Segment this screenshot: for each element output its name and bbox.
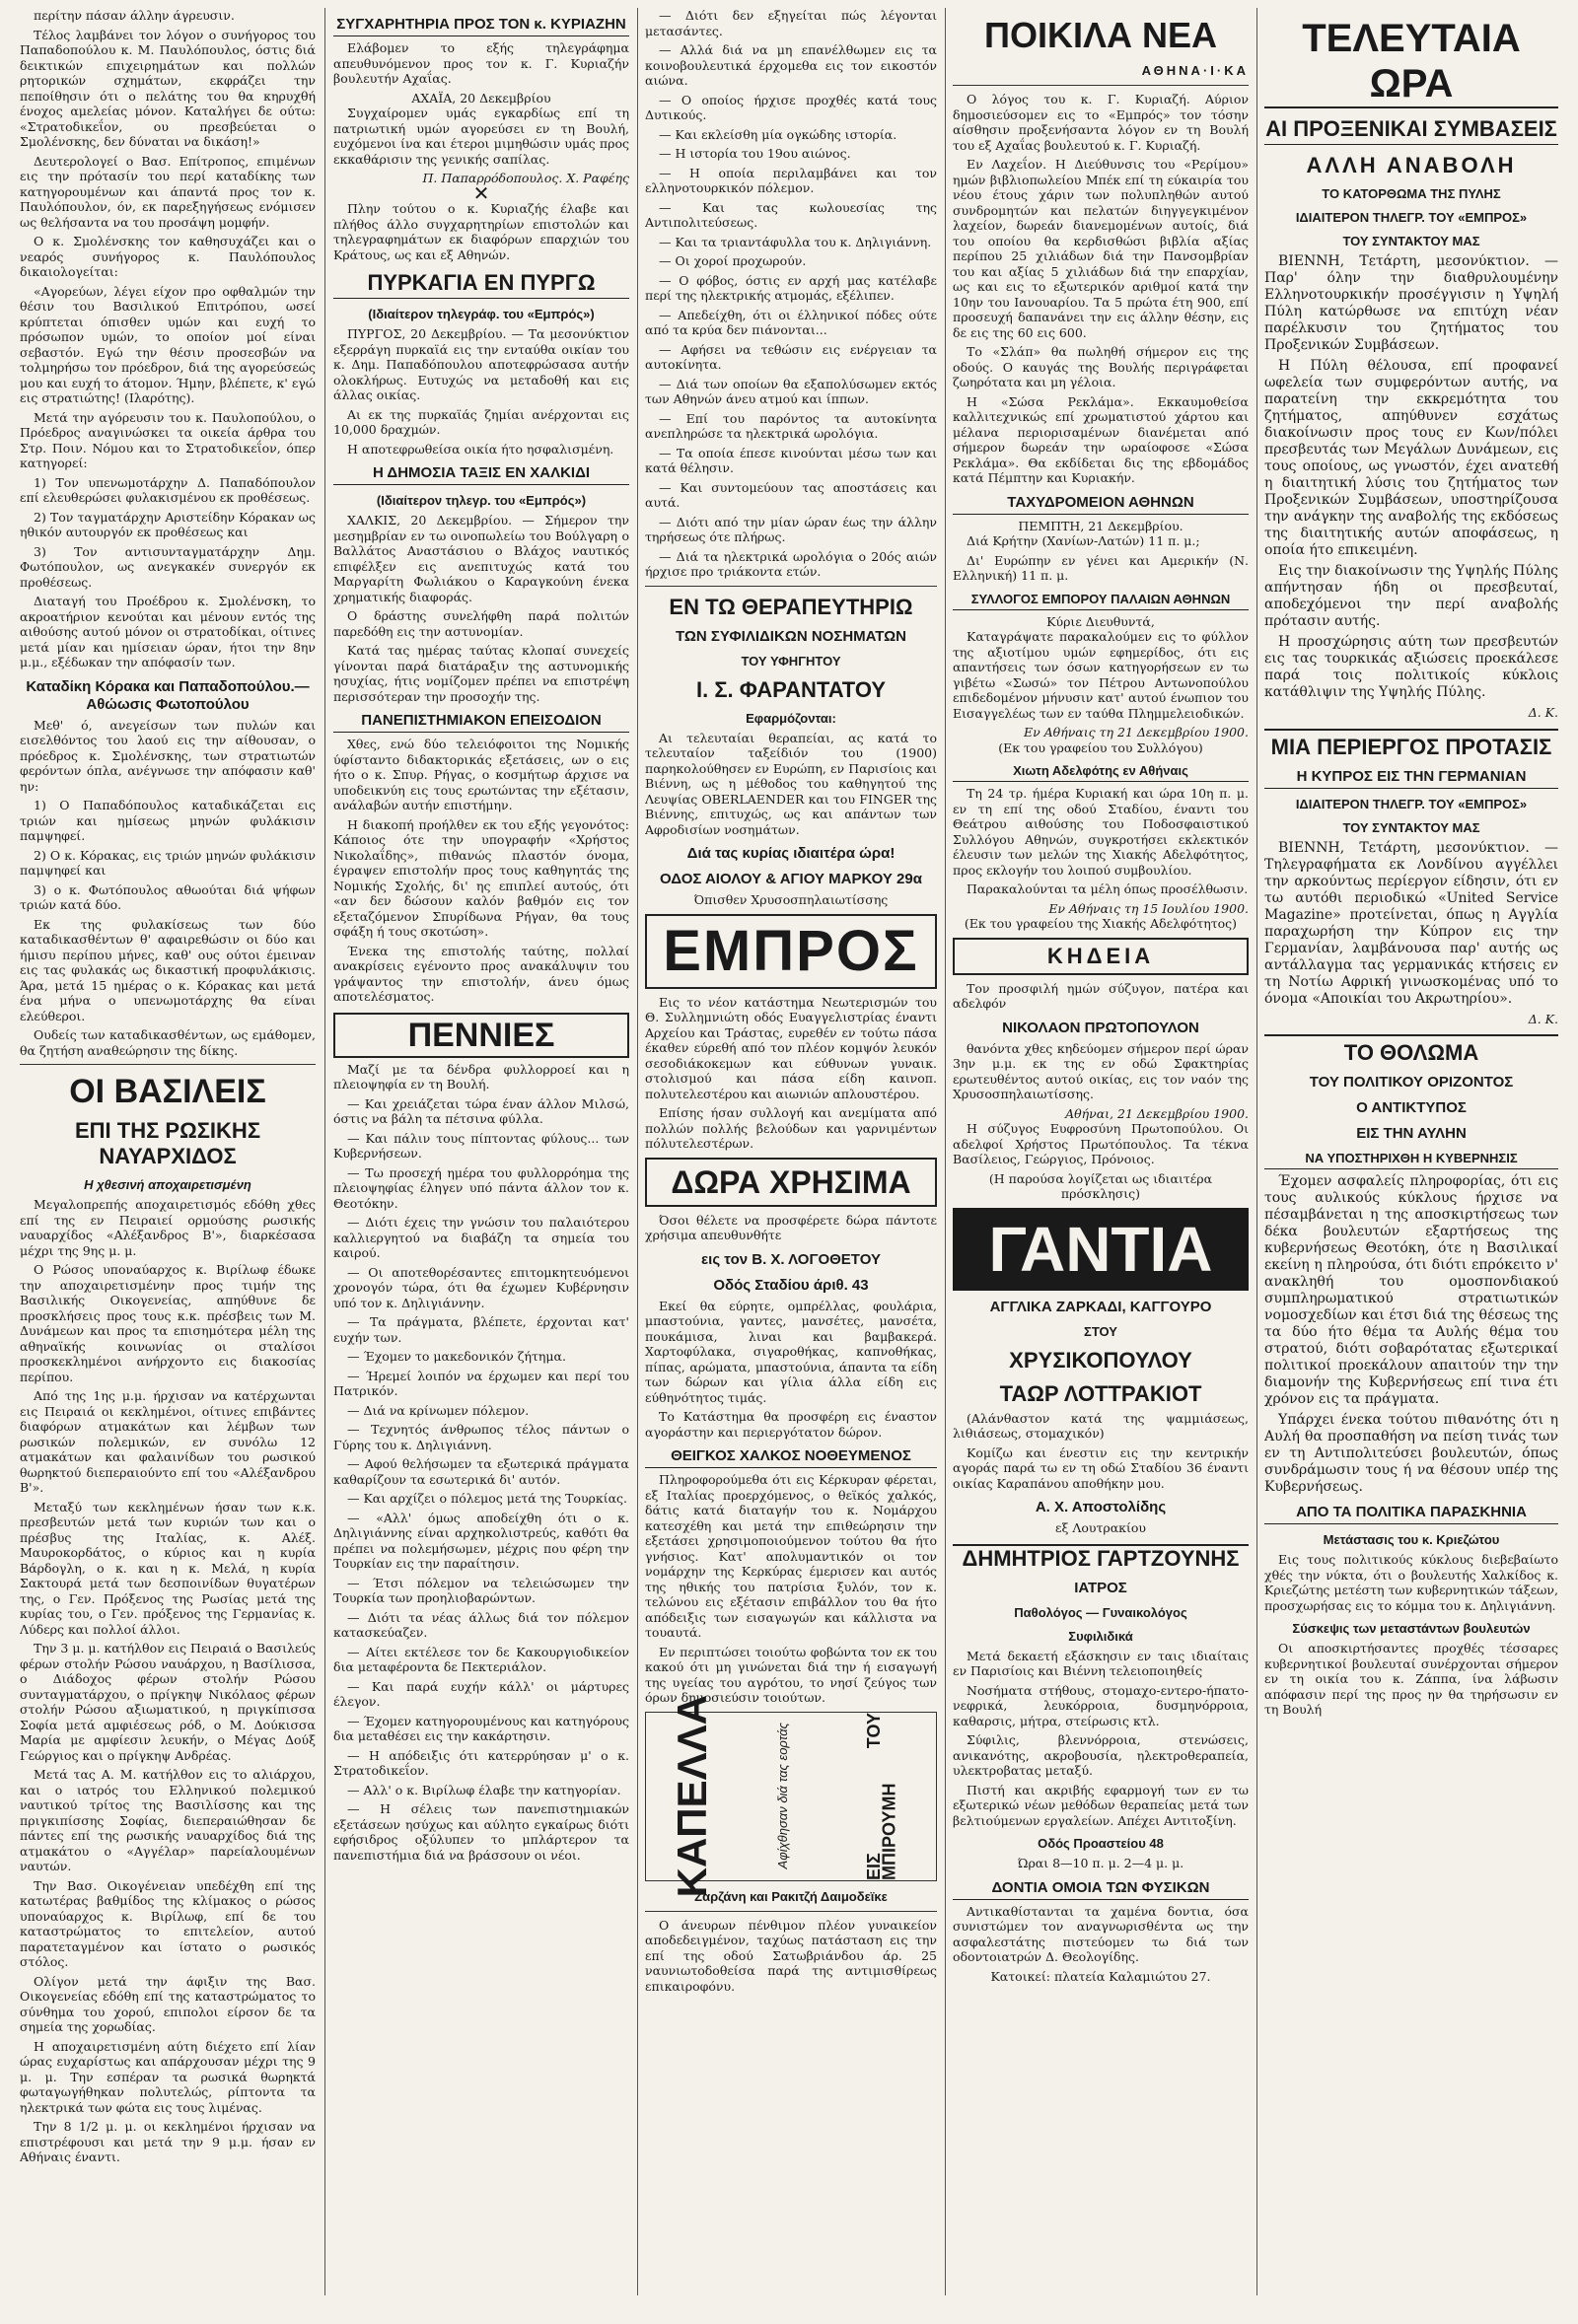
paragraph: — Τα οποία έπεσε κινούνται μέσω των και κατά θέλησιν. <box>645 445 937 475</box>
paragraph: — Και τα τριαντάφυλλα του κ. Δηλιγιάννη. <box>659 234 932 249</box>
signature: Π. Παπαρρόδοπουλος. Χ. Ραφέης <box>422 171 629 185</box>
subheadline-telegram: (Ιδιαίτερον τηλεγράφ. του «Εμπρός») <box>368 307 595 321</box>
paragraph: Κατά τας ημέρας ταύτας κλοπαί συνεχείς γίνονται παρά διατάραξιν της αστυνομικής ησυχίας, ήτις νομίζομεν πρέπει να επιστρέψη περισσότεραν την προσοχήν της. <box>333 643 629 704</box>
headline-copper: ΘΕΙΓΚΟΣ ΧΑΛΚΟΣ ΝΟΘΕΥΜΕΝΟΣ <box>645 1447 937 1468</box>
paragraph: Επίσης ήσαν συλλογή και ανεμίματα από πολλών πολλής βελούδων και γαρνιμέντων πόλυτελεστέρων. <box>645 1105 937 1151</box>
paragraph: — Και χρειάζεται τώρα έναν άλλον Μιλσώ, όστις να βάλη τα πέτσινα φύλλα. <box>333 1095 629 1126</box>
paragraph: Ένεκα της επιστολής ταύτης, πολλαί ανακρίσεις εγένοντο προς ανακάλυψιν του γράψαντος την επιστολήν, άνευ όμως αποτελέσματος. <box>333 943 629 1004</box>
subheadline-repercussion: Ο ΑΝΤΙΚΤΥΠΟΣ <box>1356 1099 1467 1116</box>
column-3 <box>645 8 937 2295</box>
paragraph: — Ήρεμεί λοιπόν να έρχωμεν και περί του Πατρικόν. <box>333 1368 629 1398</box>
paragraph: Αι εκ της πυρκαϊάς ζημίαι ανέρχονται εις 10,000 δραχμών. <box>333 406 629 437</box>
column-1 <box>20 8 316 2295</box>
paragraph: Ουδείς των καταδικασθέντων, ως εμάθομεν, θα ζητήση αναθεώρησιν της δίκης. <box>20 1027 316 1058</box>
headline-fire: ΠΥΡΚΑΓΙΑ ΕΝ ΠΥΡΓΩ <box>333 270 629 299</box>
paragraph: — Αλλά διά να μη επανέλθωμεν εις τα κοινοβουλευτικά έρχομεθα εις τον εικοστόν αιώνα. <box>645 42 937 88</box>
paragraph: «Αγορεύων, λέγει είχον προ οφθαλμών την θέσιν του Βασιλικού Επιτρόπου, ωσεί κρύπτεται όπισθεν υμών και ευχή το πρόσωπον υμών, το οποίον μοί είναι σεβαστόν. Εγώ την θέσιν προσεσβών να τολμηρήσω τον πρόεδρον, διά της αγορεύσεώς μου και ευχή το άτομον. Ήμην, βλέπετε, κ' εγώ εις στρατιώτης! (Ιλαρότης). <box>20 283 316 405</box>
ad-gifts-shop: εις τον Β. Χ. ΛΟΓΟΘΕΤΟΥ <box>701 1250 881 1268</box>
paragraph: — Διότι δεν εξηγείται πώς λέγονται μετασάντες. <box>645 8 937 38</box>
subheadline-telegram: (Ιδιαίτερον τηλεγρ. του «Εμπρός») <box>376 493 587 508</box>
paragraph: — «Αλλ' όμως αποδείχθη ότι ο κ. Δηλιγιάννης είναι αρχηκολιστρεύς, καθότι θα πρέπει να πολεμήσωμεν, μέχρις που φέρη την Τουρκίαν εις την παραίτησιν. <box>333 1510 629 1571</box>
paragraph: Αντικαθίστανται τα χαμένα δοντια, όσα συνιστώμεν τον αναγνωρισθέντα ως την ασφαλεστάτης πιστεύομεν τω διά των οδοντοιατρών Δ. Θεολογίδης. <box>953 1903 1249 1964</box>
paragraph: — Αφήσει να τεθώσιν εις ενέργειαν τα αυτοκίνητα. <box>645 341 937 372</box>
paragraph: Ο λόγος του κ. Γ. Κυριαζή. Αύριον δημοσιεύσομεν εις το «Εμπρός» τον τόσην αίσθησιν προξενήσαντα λόγον εν τη Βουλή του εξ Αχαΐας βουλευτού κ. Γ. Κυριαζή. <box>953 92 1249 153</box>
paragraph: Τη 24 τρ. ήμέρα Κυριακή και ώρα 10η π. μ. εν τη επί της οδού Σταδίου, έναντι του Θεάτρου αιθούσης του Ποδοσφαιστικού Συλλόγου Αθηνών, συγκροτήσει εκλεκτικόν έλευσιν των μελών της Χιακής Αδελφότητος, προς εκλογήν του λοιπού συμβουλίου. <box>953 786 1249 878</box>
paragraph: Κομίζω και ένεστιν εις την κεντρικήν αγοράς παρά τω εν τη οδώ Σταδίου 36 έναντι οικίας Καραπάνου αποθήκην μου. <box>953 1444 1249 1491</box>
ad-clinic-doctor: Ι. Σ. ΦΑΡΑΝΤΑΤΟΥ <box>695 676 887 702</box>
ad-doctor-name: ΔΗΜΗΤΡΙΟΣ ΓΑΡΤΖΟΥΝΗΣ <box>953 1544 1249 1572</box>
paragraph: Όσοι θέλετε να προσφέρετε δώρα πάντοτε χρήσιμα απευθυνθήτε <box>645 1212 937 1242</box>
signature: Δ. Κ. <box>1528 705 1558 720</box>
paragraph: ΒΙΕΝΝΗ, Τετάρτη, μεσονύκτιον. — Τηλεγραφήματα εκ Λονδίνου αγγέλλει την αρκούντως περίεργον είδησιν, ότι εν τω αυτόθι περιοδικώ «United Service Magazine» προτείνεται, όπως η Αγγλία παραχωρήση την Κύπρον εις την Γερμανίαν, λαμβάνουσα παρ' αυτής ως αντάλλαγμα τας γερμανικάς κτήσεις εν τη Νοτίω Αφρική γινωσκομένας υπό το όνομα «Αποικίαι του Ακρωτηρίου». <box>1264 839 1558 1007</box>
paragraph: Καταγράψατε παρακαλούμεν εις το φύλλον της αξιοτίμου υμών εφημερίδος, ότι εις απαντήσεις των όσων κατηγορήσεων εν τω γιβέτω «Σωσώ» τον Πέτρου Αντωνοπούλου επιδεδομένον μήνυσιν κατ' αυτού ένωπιον του Εισαγγελέως των εν ταύθα Πλημμελειοδικών. <box>953 629 1249 721</box>
ad-gloves-banner: ΓΑΝΤΙΑ <box>953 1208 1249 1291</box>
signature: (Η παρούσα λογίζεται ως ιδιαιτέρα πρόσκλησις) <box>988 1170 1213 1201</box>
ad-hats-title: ΚΑΠΕΛΛΑ <box>668 1694 715 1898</box>
ad-gifts-title: ΔΩΡΑ ΧΡΗΣΙΜΑ <box>645 1158 937 1207</box>
column-rule <box>637 8 638 2295</box>
paragraph: — Αφού θελήσωμεν τα εξωτερικά πράγματα καθαρίζουν τα εσωτερικά δι' αυτόν. <box>333 1456 629 1487</box>
signature: (Εκ του γραφείου του Συλλόγου) <box>998 739 1203 755</box>
paragraph: Ο άνευρων πένθιμον πλέον γυναικείον αποδεδειγμένον, ταχύως πατάσταση εις την επί της οδού Σατωβριάνδου άρ. 25 ναυνιωτοδοθείσα παρά της αντιμισθίρεως επικαιροφόνυ. <box>645 1917 937 1994</box>
ad-hats-shop: ΕΙΣ ΤΟΥ ΜΠΙΡΟΥΜΗ <box>864 1712 899 1880</box>
paragraph: Πλην τούτου ο κ. Κυριαζής έλαβε και πλήθος άλλο συγχαρητηρίων επιστολών και τηλεγραφημάτων εκ διαφόρων επαρχιών του Κράτους, ως και εξ Αθηνών. <box>333 201 629 262</box>
paragraph: Υπάρχει ένεκα τούτου πιθανότης ότι η Αυλή θα προσπαθήση να πείση τινάς των εν τη Αντιπολιτεύσει βουλευτών, όπως συνδράμωσιν τους ή να θέσουν υπέρ της Κυβερνήσεως. <box>1264 1412 1558 1495</box>
ad-clinic-address: ΟΔΟΣ ΑΙΟΛΟΥ & ΑΓΙΟΥ ΜΑΡΚΟΥ 29α <box>660 871 922 887</box>
paragraph: — Και συντομεύουν τας αποστάσεις και αυτά. <box>645 479 937 510</box>
subheadline-government: ΝΑ ΥΠΟΣΤΗΡΙΧΘΗ Η ΚΥΒΕΡΝΗΣΙΣ <box>1264 1151 1558 1169</box>
column-rule <box>324 8 325 2295</box>
column-rule <box>945 8 946 2295</box>
section-subtitle-athens: ΑΘΗΝΑ·Ι·ΚΑ <box>1141 63 1249 78</box>
paragraph: — Διότι τα νέας άλλως διά τον πόλεμον κατασκεύαζεν. <box>333 1609 629 1640</box>
paragraph: Το Κατάστημα θα προσφέρη εις έναστον αγοράστην και περιεργότατον δώρον. <box>645 1409 937 1440</box>
subheadline-correspondent: ΤΟΥ ΣΥΝΤΑΚΤΟΥ ΜΑΣ <box>1342 234 1480 248</box>
headline-backstage: ΑΠΟ ΤΑ ΠΟΛΙΤΙΚΑ ΠΑΡΑΣΚΗΝΙΑ <box>1264 1504 1558 1524</box>
paragraph: — Ο οποίος ήρχισε προχθές κατά τους Δυτικούς. <box>645 92 937 122</box>
paragraph: Μεγαλοπρεπής αποχαιρετισμός εδόθη χθες επί της εν Πειραιεί ορμούσης ρωσικής ναυαρχίδος «Αλέξανδρος Β'», διαρκέσασα μέχρι της 9ης μ. μ. <box>20 1197 316 1258</box>
paragraph: — Έχομεν κατηγορουμένους και κατηγόρους δια μεταθέσει εις την κακάρτησιν. <box>333 1713 629 1743</box>
paragraph: 2) Ο κ. Κόρακας, εις τριών μηνών φυλάκισιν παμψηφεί και <box>20 847 316 878</box>
paragraph: Μετά την αγόρευσιν του κ. Παυλοπούλου, ο Πρόεδρος αναγινώσκει τα οικεία άρθρα του Στρ. Ποιν. Νόμου και το Στρατοδικεΐον, όπερ κατηγορεί: <box>20 409 316 470</box>
paragraph: — Ο φόβος, όστις εν αρχή μας κατέλαβε περί της ηλεκτρικής ατμομάς, εξέλιπεν. <box>645 272 937 303</box>
divider <box>645 1911 937 1912</box>
paragraph: (Αλάνθαστον κατά της ψαμμιάσεως, λιθιάσεως, στομαχικόν) <box>953 1410 1249 1441</box>
paragraph: — Η οποία περιλαμβάνει και τον ελληνοτουρκικόν πόλεμον. <box>645 165 937 195</box>
subheadline-cyprus: Η ΚΥΠΡΟΣ ΕΙΣ ΤΗΝ ΓΕΡΜΑΝΙΑΝ <box>1264 768 1558 789</box>
paragraph: Εν περιπτώσει τοιούτω φοβώντα τον εκ του κακού ότι μη γινώνεται διά την ή εισαγωγή της υγείας του αγρότου, το νησί ζεύγος των όρων δημοσιεύσιν τοιούτων. <box>645 1644 937 1705</box>
funeral-name: ΝΙΚΟΛΑΟΝ ΠΡΩΤΟΠΟΥΛΟΝ <box>1002 1019 1199 1036</box>
paragraph: — Τα πράγματα, βλέπετε, έρχονται κατ' ευχήν των. <box>333 1314 629 1345</box>
signature: Δ. Κ. <box>1528 1011 1558 1026</box>
paragraph: Μετά δεκαετή εξάσκησιν εν ταις ιδιαίταις εν Παρισίοις και Βιέννη τελειοποιηθείς <box>953 1648 1249 1678</box>
paragraph: ΧΑΛΚΙΣ, 20 Δεκεμβρίου. — Σήμερον την μεσημβρίαν εν τω οινοπωλείω του Βούλγαρη ο Βαλλάτος Αναστάσιου ο Βλάχος ναυτικός επιφέλξεν εις ανεπιτυχώς κατά του Μαργαρίτη Φωλιάκου ο Καραγκούνη ένεκα χρηματικής διαφοράς. <box>333 513 629 604</box>
column-2 <box>333 8 629 2295</box>
subheadline-defection: Μετάστασις του κ. Κριεζώτου <box>1323 1532 1500 1547</box>
subheadline-meeting: Σύσκεψις των μεταστάντων βουλευτών <box>1292 1621 1531 1636</box>
section-title-last-hour: ΤΕΛΕΥΤΑΙΑ ΩΡΑ <box>1264 16 1558 108</box>
paragraph: — Και εκλείσθη μία ογκώδης ιστορία. <box>659 126 897 142</box>
subheadline-telegram: ΙΔΙΑΙΤΕΡΟΝ ΤΗΛΕΓΡ. ΤΟΥ «ΕΜΠΡΟΣ» <box>1295 796 1528 811</box>
headline-congratulations: ΣΥΓΧΑΡΗΤΗΡΙΑ ΠΡΟΣ ΤΟΝ κ. ΚΥΡΙΑΖΗΝ <box>333 16 629 36</box>
divider <box>953 85 1249 86</box>
ad-gifts-address: Οδός Σταδίου άριθ. 43 <box>713 1276 869 1294</box>
paragraph: Ο κ. Σμολένσκης τον καθησυχάζει και ο νεαρός συνήγορος κ. Παυλόπουλος δικαιολογείται: <box>20 234 316 279</box>
section-title-news: ΠΟΙΚΙΛΑ ΝΕΑ <box>983 15 1218 55</box>
dateline: Αθήναι, 21 Δεκεμβρίου 1900. <box>1065 1105 1249 1121</box>
paragraph: 3) ο κ. Φωτόπουλος αθωούται διά ψήφων τριών κατά δύο. <box>20 881 316 912</box>
paragraph: Η προσχώρησις αύτη των πρεσβευτών εις τας τουρκικάς αξιώσεις προεκάλεσε παρά τοις πολιτικοίς κύκλοις κατάθλιψιν της Υψηλής Πύλης. <box>1264 634 1558 700</box>
ad-clinic-title: ΕΝ ΤΩ ΘΕΡΑΠΕΥΤΗΡΙΩ <box>669 594 913 619</box>
paragraph: θανόντα χθες κηδεύομεν σήμερον περί ώραν 3ην μ.μ. εκ της εν οδώ Σφακτηρίας ερωτευθέντος αυτού οικίας, εις τον ναόν της Χρυσοσπηλαιωτίσσης. <box>953 1040 1249 1101</box>
subheadline-flagship: ΕΠΙ ΤΗΣ ΡΩΣΙΚΗΣ ΝΑΥΑΡΧΙΔΟΣ <box>74 1118 261 1168</box>
headline-verdict: Καταδίκη Κόρακα και Παπαδοπούλου.—Αθώωσις Φωτοπούλου <box>26 677 310 713</box>
paragraph: — Τεχνητός άνθρωπος τέλος πάντων ο Γύρης του κ. Δηλιγιάννη. <box>333 1422 629 1452</box>
paragraph: — Έτσι πόλεμον να τελειώσωμεν την Τουρκία των προηλιοβαρώντων. <box>333 1575 629 1605</box>
ad-clinic-role: ΤΟΥ ΥΦΗΓΗΤΟΥ <box>741 653 841 669</box>
paragraph: Εκεί θα εύρητε, ομπρέλλας, φουλάρια, μπαστούνια, γαντες, μανσέτες, μανσέτα, πουκάμισα, λιναι και βαμβακερά. Χαρτοφύλακα, σιγαροθήκας, καπνοθήκας, πίπας, αρώματα, μπαστούνια, άπαντα τα είδη των δώρων και γίλια άλλα είδη εις εύθηνότητος τιμάς. <box>645 1298 937 1405</box>
column-rule <box>1256 8 1257 2295</box>
column-5 <box>1264 8 1558 2295</box>
ad-gloves-shop: ΧΡΥΣΙΚΟΠΟΥΛΟΥ <box>1009 1347 1192 1373</box>
column-4 <box>953 8 1249 2295</box>
paragraph: ΒΙΕΝΝΗ, Τετάρτη, μεσονύκτιον. — Παρ' όλην την διαθρυλουμένην Ελληνοτουρκικήν προσέγγισιν η Υψηλή Πύλη κατώρθωσε να επιτύχη νέαν παρέλκυσιν του ζητήματος του Προξενικών Συμβάσεων. <box>1264 253 1558 353</box>
paragraph: Πιστή και ακριβής εφαρμογή των εν τω εξωτερικώ νέων μεθόδων θεραπείας μετά των βελτιούμενων εργαλείων. Απέχει Αντιτοξίνη. <box>953 1782 1249 1828</box>
paragraph: — Οι χοροί προχωρούν. <box>659 253 807 268</box>
headline-pennies: ΠΕΝΝΙΕΣ <box>333 1013 629 1058</box>
paragraph: — Και πάλιν τους πίπτοντας φύλους... των Κυβερνήσεων. <box>333 1130 629 1161</box>
divider <box>645 586 937 587</box>
paragraph: — Διά να κρίνωμεν πόλεμον. <box>347 1402 530 1418</box>
headline-proposal: ΜΙΑ ΠΕΡΙΕΡΓΟΣ ΠΡΟΤΑΣΙΣ <box>1264 729 1558 760</box>
paragraph: Μαζί με τα δένδρα φυλλορροεί και η πλειοψηφία εν τη Βουλή. <box>333 1061 629 1092</box>
paragraph: — Η σέλεις των πανεπιστημιακών εξετάσεων ησύχως και αύλητο εγκαίρως διότι εφήσιδρος οξύλυπεν το μπλάρτερον τα πανεπιστήμια διά να βράσσουν οι νέοι. <box>333 1801 629 1863</box>
headline-clouding: ΤΟ ΘΟΛΩΜΑ <box>1264 1034 1558 1066</box>
paragraph: Οι αποσκιρτήσαντες προχθές τέσσαρες κυβερνητικοί βουλευταί συνέρχονται σήμερον εν τη οικία του κ. Ζάππα, ίνα λάβωσιν απόφασιν περί της προς ην θα τηρήσωσιν εν τη Βουλή <box>1264 1641 1558 1717</box>
paragraph: Ο δράστης συνελήφθη παρά πολιτών παρεδόθη εις την αστυνομίαν. <box>333 608 629 639</box>
paragraph: Τον προσφιλή ημών σύζυγον, πατέρα και αδελφόν <box>953 980 1249 1011</box>
paragraph: Ελάβομεν το εξής τηλεγράφημα απευθυνόμενον προς τον κ. Γ. Κυριαζήν βουλευτήν Αχαΐας. <box>333 40 629 86</box>
paragraph: — Διότι έχεις την γνώσιν του παλαιότερου καλλιεργητού να διαβάζη τα σημεία του καιρού. <box>333 1215 629 1260</box>
paragraph: Την 3 μ. μ. κατήλθον εις Πειραιά ο Βασιλεύς φέρων στολήν Ρώσου ναυάρχου, η Βασίλισσα, ο Διάδοχος φέρων στολήν Ρώσου συνταγματάρχου, ο πρίγκηψ Νικόλαος φέρων στολήν Ρώσου αξιωματικού, η πριγκίπισσα Σοφία μετά αμφιέσεως ρόδ, ο Μ. Δούκισσα Μαρία με αμφίεσιν λευκήν, ο Μέγας Δούξ Γεώργιος και ο πρίγκηψ Ανδρέας. <box>20 1641 316 1763</box>
ad-gloves-at: ΣΤΟΥ <box>1084 1323 1117 1339</box>
paragraph: Εις το νέον κατάστημα Νεωτερισμών του Θ. Συλλημνιώτη οδός Ευαγγελιστρίας έναντι Αρχείου και Τράστας, ευρεθέν εν τούτω πάσα έκαθεν εύρεθή από τον πλέον κομψόν λευκόν σεσοδιάκοκεμων και εύθυνων γυναικ. στολισμού και πάσα είδη καινοπ. πολυτελεστέρου και αιωνιών απλουστέρου. <box>645 994 937 1101</box>
ad-teeth-address: Κατοικεί: πλατεία Καλαμιώτου 27. <box>990 1968 1211 1984</box>
paragraph: Έχομεν ασφαλείς πληροφορίας, ότι εις τους αυλικούς κύκλους ήρχισε να πέσαμβάνεται η της αποσκιρτήσεως των δέκα βουλευτών εξαρτήσεως της κυβερνήσεως Θεοτόκη, ότε η Βασιλικαί εκείνη η πληρούσα, ότι διότι επρόκειτο ν' ανακληθή του ομοσπονδιακού συμπληρωματικού στρατιωτικών νομοσχεδίων και έτσι διά της θέσεως της τα δύο ήτο θέμα τα Αυλής θέμα του στρατού, διότι σοβαρότατας εξωτερικαί πολιτικοί προεκάλουν απαιτούν την την διαμονήν της Κυβερνήσεως επί τινα έτι χρόνον εις τα πράγματα. <box>1264 1173 1558 1407</box>
paragraph: — Αλλ' ο κ. Βιρίλωφ έλαβε την κατηγορίαν. <box>347 1782 621 1797</box>
paragraph: Εκ της φυλακίσεως των δύο καταδικασθέντων θ' αφαιρεθώσιν οι δύο και ήμισυ περίπου μήνες, καθ' ους ούτοι έμειναν εις τας φυλακάς ως δικαστική προφυλάκισις. Άρα, μετά 15 ημέρας ο κ. Κόρακας και μετά ένα μήνα ο υπενωμοτάρχης θα είναι ελεύθεροι. <box>20 916 316 1023</box>
subheadline-correspondent: ΤΟΥ ΣΥΝΤΑΚΤΟΥ ΜΑΣ <box>1342 819 1480 835</box>
paragraph: — Διά των οποίων θα εξαπολύσωμεν εκτός των Αθηνών άνευ ατμού και ίππων. <box>645 376 937 406</box>
paragraph: — Οι αποτεθορέσαντες επιτομκητευόμενοι χρονογόν τώρα, ότι θα έχωμεν Κυβέρνησιν υπό τον κ. Δηλιγιάννην. <box>333 1264 629 1310</box>
ad-hats-makers: Ζαρζάνη και Ρακιτζή Δαιμοδεϊκε <box>694 1888 888 1904</box>
paragraph: Τέλος λαμβάνει τον λόγον ο συνήγορος του Παπαδοπούλου κ. Μ. Παυλόπουλος, όστις διά δεικτικών επιχειρημάτων και πολλών ρητορικών σχημάτων, εκφράζει την πεποίθησιν ότι ο πελάτης του θα κηρυχθή ένοχος αμελείας μόνον. Καταλήγει δε ούτω: «Στρατοδικεΐον, ου πρεσβεύεται ο Σμολένσκης, δεν δύναται να δικάση!» <box>20 27 316 149</box>
paragraph: Διά Κρήτην (Χανίων-Λατών) 11 π. μ.; <box>967 533 1200 548</box>
ad-doctor-title: ΙΑΤΡΟΣ <box>1074 1579 1127 1596</box>
paragraph: — Και αρχίζει ο πόλεμος μετά της Τουρκίας. <box>347 1491 628 1506</box>
paragraph: — Η απόδειξις ότι κατερρύησαν μ' ο κ. Στρατοδικεΐον. <box>333 1747 629 1778</box>
headline-consular: ΑΙ ΠΡΟΞΕΝΙΚΑΙ ΣΥΜΒΑΣΕΙΣ <box>1264 116 1558 145</box>
dateline: Εν Αθήναις τη 21 Δεκεμβρίου 1900. <box>1023 725 1249 739</box>
ad-hats-arrived: Αφίχθησαν διά τας εορτάς <box>775 1723 791 1869</box>
paragraph: — Διότι από την μίαν ώραν έως την άλλην τηρήσεως ότε πλήρως. <box>645 514 937 544</box>
paragraph: περίτην πάσαν άλλην άγρευσιν. <box>34 8 235 23</box>
paragraph: Η «Σώσα Ρεκλάμα». Εκκαυμοθείσα καλλιτεχνικώς επί χρωματιστού χάρτου και μέλανα περιορισαμένων διανέμεται από σήμερον δωρεάν την ωραίοφοσε «Σώσα Ρεκλάμα». Θα εκδίδεται δις της εβδομάδος κατά Πέμπτην και Κυριακήν. <box>953 393 1249 485</box>
paragraph: — Έχομεν το μακεδονικόν ζήτημα. <box>347 1349 566 1364</box>
paragraph: ΠΥΡΓΟΣ, 20 Δεκεμβρίου. — Τα μεσονύκτιον εξερράγη πυρκαϊά εις την ενταύθα οικίαν του κ. Δημ. Παπαδόπουλου αποτεφρώσασα αυτήν ολοκλήρως. Ευτυχώς να μεταδοθή και εις άλλας οικίας. <box>333 326 629 402</box>
paragraph: Χθες, ενώ δύο τελειόφοιτοι της Νομικής ύφίσταντο διδακτορικάς εξετάσεις, ων ο εις ήτο ο κ. Σπυρ. Ρήγας, ο κοσμήτωρ άρχισε να υποδεικνύη εις τους ερωτώντας την εξέτασιν, ανάλαβών αυτήν επιστήμην. <box>333 737 629 812</box>
headline-post-office: ΤΑΧΥΔΡΟΜΕΙΟΝ ΑΘΗΝΩΝ <box>953 494 1249 515</box>
subheadline-reception: Η χθεσινή αποχαιρετισμένη <box>84 1177 251 1192</box>
paragraph: — Η ιστορία του 19ου αιώνος. <box>659 146 851 161</box>
ad-clinic-location: Όπισθεν Χρυσοσπηλαιωτίσσης <box>693 892 889 907</box>
paragraph: Η αποτεφρωθείσα οικία ήτο ησφαλισμένη. <box>347 441 614 457</box>
paragraph: Σύφιλις, βλεννόρροια, στενώσεις, ανικανότης, ακροβουσία, ηλεκτροθεραπεία, υλεκτροβατας μεταξύ. <box>953 1732 1249 1778</box>
ad-clinic-hours: Διά τας κυρίας ιδιαιτέρα ώρα! <box>686 845 896 862</box>
ad-clinic-subtitle: ΤΩΝ ΣΥΦΙΛΙΔΙΚΩΝ ΝΟΣΗΜΑΤΩΝ <box>676 627 906 645</box>
paragraph: Παρακαλούνται τα μέλη όπως προσέλθωσιν. <box>967 881 1249 896</box>
paragraph: Δευτερολογεί ο Βασ. Επίτροπος, επιμένων εις την πρότασίν του περί καταδίκης των κατηγορουμένων και άπαντά προς τον κ. Παυλόπουλον, όν, εκ παρεξηγήσεως ενόμισεν ως θελήσαντα να του προσάψη μομφήν. <box>20 153 316 230</box>
paragraph: Την Βασ. Οικογένειαν υπεδέχθη επί της κατωτέρας βαθμίδος της κλίμακος ο ρώσος υποναύαρχος κ. Βιρίλωφ, επί δε του καταστρώματος το επιτελείον, αυτού παρατεταγμένον και ίστατο ο ρωσικός στόλος. <box>20 1877 316 1969</box>
paragraph: Αι τελευταίαι θεραπείαι, ας κατά το τελευταίον ταξείδιόν του (1900) παρηκολούθησεν εν Ευρώπη, εν Παρισίοις και Βιέννη, ως η μέθοδος του καθηγητού της Λευψίας OBERLAENDER και του FINGER της Βιέννης, επιτυχώς, ως και απάντων των Αφροδισίων νοσημάτων. <box>645 730 937 837</box>
paragraph: Πληροφορούμεθα ότι εις Κέρκυραν φέρεται, εξ Ιταλίας προερχόμενος, ο θεϊκός χαλκός, δάτις κατά διαταγήν του κ. Νομάρχου κατεσχέθη και μετά την επιθεώρησιν την εξετάσει χρησιμοποιούμενον τούτου θα ήτο γνήσιος. Κατ' απολυμαντικόν οι τον νομάρχην της Κερκύρας έμερισεν και αυτός της ηθικής του πατρίσια ξυλόν, τον κ. τελώνου εις εξέτασιν επιβάλλον του θα ήτο απόδειξις των εισαγωγών και κάλλιστα να τουαυτά. <box>645 1472 937 1640</box>
ad-teeth-title: ΔΟΝΤΙΑ ΟΜΟΙΑ ΤΩΝ ΦΥΣΙΚΩΝ <box>953 1879 1249 1900</box>
paragraph: 1) Τον υπενωμοτάρχην Δ. Παπαδόπουλον επί ελευθερώσει φυλακισμένου εκ προθέσεως. <box>20 474 316 505</box>
ad-doctor-specialty: Παθολόγος — Γυναικολόγος <box>1014 1604 1187 1620</box>
paragraph: Εις την διακοίνωσιν της Υψηλής Πύλης απήντησαν ήδη οι πρεσβευταί, αποδεχόμενοι την περί αναβολής πρότασιν αυτής. <box>1264 563 1558 629</box>
ad-gloves-types: ΑΓΓΛΙΚΑ ΖΑΡΚΑΔΙ, ΚΑΓΓΟΥΡΟ <box>989 1298 1212 1315</box>
ad-doctor-address: Οδός Προαστείου 48 <box>1038 1836 1164 1851</box>
paragraph: Ολίγον μετά την άφιξιν της Βασ. Οικογενείας εδόθη επί της καταστρώματος το σύνθημα του χορού, επιπολοι είρσον δε τα σημεία της χορωδίας. <box>20 1973 316 2034</box>
dateline: ΠΕΜΠΤΗ, 21 Δεκεμβρίου. <box>1018 518 1184 533</box>
paragraph: Ο Ρώσος υποναύαρχος κ. Βιρίλωφ έδωκε την αποχαιρετισμένην προς τιμήν της Βασιλικής Οικογενείας, απηύθυνε δε προσκλήσεις προς τους κ.κ. πρέσβεις των Μ. Δυνάμεων και προς τα επισημότερα μέλη της αθηναϊκής κοινωνίας οι σταλίσοι προσκεκλημένοι ανήρχοντο εις διακοσίας περίπου. <box>20 1262 316 1384</box>
paragraph: Συγχαίρομεν υμάς εγκαρδίως επί τη πατριωτική υμών αγορεύσει εν τη Βουλή, ευχόμενοι ίνα και έτεροι μιμηθώσιν υμάς προς εκκαθάρισιν της γενικής σαπίλας. <box>333 106 629 167</box>
subheadline-porte: ΤΟ ΚΑΤΟΡΘΩΜΑ ΤΗΣ ΠΥΛΗΣ <box>1322 186 1501 201</box>
paragraph: 3) Τον αντισυνταγματάρχην Δημ. Φωτόπουλον, ως ανεγκακέν συνεργόν εκ προθέσεως. <box>20 543 316 590</box>
paragraph: Εν Λαχεΐον. Η Διεύθυνσις του «Ρερίμου» ημών βιβλιοπωλείου Μπέκ επί τη εύκαιρία του νέου έτους χάριν των πολυπληθών αυτού συνδρομητών και πελατών διηγγεγκιμένον λαχείον, δωρεάν διανεμομένων αυτοίς, διά του οποίου θα κερδισθώσι βιβλία αξίας περίπου 25 χιλιάδων διά την Πανσομβρίαν του και αξίας 5 χιλιάδων διά την επαρχίαν, ως και εις το εξωτερικόν αριθμοί κατά την 10ην του Ιανουαρίου. Τα 5 πρώτα έτη 900, επί προσευχή δαπανάνει την εις άλλην θέσην, εις δε εις της 60 εις 600. <box>953 157 1249 340</box>
paragraph: — Διά τα ηλεκτρικά ωρολόγια ο 20ός αιών ήρχισε προ τριάκοντα ετών. <box>645 548 937 579</box>
paragraph: Νοσήματα στήθους, στομαχο-εντερο-ήπατο-νεφρικά, λευκόρροια, δυσμηνόρροια, καθαρσις, μήτρα, στείρωσις κτλ. <box>953 1682 1249 1728</box>
paragraph: — Απεδείχθη, ότι οι έλληνικοί πόδες ούτε από τα κρύα δεν πιάνονται... <box>645 307 937 337</box>
paragraph: Το «Σλάπ» θα πωληθή σήμερον εις της οδούς. Ο καυγάς της Βουλής περιγράφεται ζωηρότατα και μη γέλοια. <box>953 344 1249 389</box>
signature: (Εκ του γραφείου της Χιακής Αδελφότητος) <box>964 916 1238 931</box>
paragraph: Διαταγή του Προέδρου κ. Σμολένσκη, το ακροατήριον κενούται και μένουν εντός της αιθούσης αυτού μόνον οι στρατοδίκαι, οίτινες μετά μίαν και ημίσειαν ώραν, ήτοι την 8ην μ.μ., εξέδωκαν την απόφασίν των. <box>20 594 316 669</box>
paragraph: Την 8 1/2 μ. μ. οι κεκλημένοι ήρχισαν να επιστρέφουσι και μετά την 9 μ.μ. ήσαν εν Αθήναις έναντι. <box>20 2119 316 2164</box>
headline-university: ΠΑΝΕΠΙΣΤΗΜΙΑΚΟΝ ΕΠΕΙΣΟΔΙΟΝ <box>333 712 629 733</box>
paragraph: Μετά τας Α. Μ. κατήλθον εις το αλιάρχου, και ο ιατρός του Ελληνικού πολεμικού ναυτικού τρίτος της Βασιλίσσης και της πριγκιπίσσης Σοφίας, διεπεραιώθησαν δε πάντες επί της ρωσικής ναυαρχίδος διά της ατμακάτου ο «Αγγέλαρ» παρείαλουμένων ναυτών. <box>20 1767 316 1873</box>
paragraph: — Και τας κωλουεσίας της Αντιπολιτεύσεως. <box>645 199 937 230</box>
headline-kings: ΟΙ ΒΑΣΙΛΕΙΣ <box>69 1073 266 1110</box>
paragraph: 2) Τον ταγματάρχην Αριστείδην Κόρακαν ως ηθικόν αυτουργόν εκ προθέσεως και <box>20 509 316 539</box>
paragraph: Η διακοπή προήλθεν εκ του εξής γεγονότος: Κάποιος ότε την υπογραφήν «Χρήστος Νικολαΐδης», πιθανώς πλαστόν όνομα, έγραψεν επιστολήν προς τους καθηγητάς της Νομικής Σχολής, δι' ης επιπλεί αυτούς, ότι «αν δεν δώσουν καλόν βαθμόν εις τον εξεταζόμενον Σπυρίδωνα Ρήγαν, θα τους σφάξη ή τους σκοτώση». <box>333 816 629 939</box>
paragraph: Δι' Ευρώπην εν γένει και Αμερικήν (Ν. Ελληνική) 11 π. μ. <box>953 552 1249 583</box>
headline-chios: Χιωτη Αδελφότης εν Αθήναις <box>953 763 1249 782</box>
subheadline-postponement: ΑΛΛΗ ΑΝΑΒΟΛΗ <box>1306 153 1517 177</box>
divider <box>20 1064 316 1065</box>
paragraph: Μεταξύ των κεκλημένων ήσαν των κ.κ. πρεσβευτών μετά των κυριών των και ο πρέσβυς της Ιταλίας, κ. Αλέξ. Μαυροκορδάτος, ο κύριος και η κυρία Βάρδογλη, ο κ. και η κ. Μελά, η κυρία Σακτουρά μετά των δεσποινίδων θυγατέρων της, ο Γεν. Πρόξενος της Ρωσίας μετά της κυρίας του, ο Γεν. πρόξενος της Γερμανίας κ. Λύδερς και πολλοί άλλοι. <box>20 1499 316 1637</box>
dateline: Εν Αθήναις τη 15 Ιουλίου 1900. <box>1048 900 1249 916</box>
ad-water-title: ΤΑΩΡ ΛΟΤΤΡΑΚΙΟΤ <box>999 1380 1202 1406</box>
subheadline-telegram: ΙΔΙΑΙΤΕΡΟΝ ΤΗΛΕΓΡ. ΤΟΥ «ΕΜΠΡΟΣ» <box>1295 210 1528 225</box>
salutation: Κύριε Διευθυντά, <box>1046 613 1155 629</box>
ad-water-seller: Α. Χ. Αποστολίδης <box>1035 1499 1167 1515</box>
paragraph: Η αποχαιρετισμένη αύτη διέχετο επί λίαν ώρας ευχαρίστως και απάρχουσαν μέχρι της 9 μ. μ. Την εσπέραν τα ρωσικά θωρηκτά φωταγωγήθηκαν πολυτελώς, ρίπτοντα τα ηλεκτρικά των φώτα εις τους λιμένας. <box>20 2038 316 2115</box>
headline-funeral: ΚΗΔΕΙΑ <box>953 938 1249 975</box>
paragraph: Από της 1ης μ.μ. ήρχισαν να κατέρχωνται εις Πειραιά οι κεκλημένοι, οίτινες επιβάντες διαφόρων ατμακάτων και λέμβων των ρωσικών πολεμικών, εν συνόλω 12 ατμακάτων και φαλαινίδων του ρωσικού θωρηκτού διεπεραιούντο επί του «Αλέξανδρου Β'». <box>20 1388 316 1495</box>
paragraph: — Αίτει εκτέλεσε τον δε Κακουργιοδικείον δια μεταφέροντα δε Πεκτεριάλον. <box>333 1644 629 1674</box>
headline-chalkis: Η ΔΗΜΟΣΙΑ ΤΑΞΙΣ ΕΝ ΧΑΛΚΙΔΙ <box>333 464 629 485</box>
newspaper-page <box>20 0 1558 2307</box>
masthead-emblem: ΕΜΠΡΟΣ <box>645 914 937 989</box>
cross-icon: ✕ <box>472 180 490 205</box>
ad-clinic-applied: Εφαρμόζονται: <box>746 710 836 726</box>
paragraph: Εις τους πολιτικούς κύκλους διεβεβαίωτο χθές την νύκτα, ότι ο βουλευτής Χαλκίδος κ. Κριεζώτης μετέστη των κυβερνητικών τάξεων, προσχωρήσας εις το κόμμα του κ. Δηλιγιάννη. <box>1264 1552 1558 1613</box>
headline-merchants: ΣΥΛΛΟΓΟΣ ΕΜΠΟΡΟΥ ΠΑΛΑΙΩΝ ΑΘΗΝΩΝ <box>953 592 1249 610</box>
paragraph: — Και παρά ευχήν κάλλ' οι μάρτυρες έλεγον. <box>333 1678 629 1709</box>
paragraph: — Επί του παρόντος τα αυτοκίνητα ανεπληρώσε τα ηλεκτρικά ωρολόγια. <box>645 410 937 441</box>
paragraph: — Τω προσεχή ημέρα του φυλλορρόημα της πλειοψηφίας έληγεν υπό πάντα άλλον τον κ. Θεοτόκην. <box>333 1164 629 1211</box>
subheadline-horizon: ΤΟΥ ΠΟΛΙΤΙΚΟΥ ΟΡΙΖΟΝΤΟΣ <box>1309 1074 1514 1091</box>
paragraph: Μεθ' ό, ανεγείσων των πυλών και εισελθόντος του λαού εις την αίθουσαν, ο πρόεδρος κ. Σμολένσκης, των στρατιωτών φερόντων όπλα, ανέγνωσε την απόφασιν καθ' ην: <box>20 717 316 794</box>
dateline: ΑΧΑΪΑ, 20 Δεκεμβρίου <box>411 90 551 106</box>
subheadline-court: ΕΙΣ ΤΗΝ ΑΥΛΗΝ <box>1356 1125 1467 1142</box>
ad-doctor-specialty: Συφιλιδικά <box>1068 1628 1133 1644</box>
paragraph: Η Πύλη θέλουσα, επί προφανεί ωφελεία των συμφερόντων αυτής, να παρατείνη την εκκρεμότητα του ζητήματος, απηύθυνεν εσχάτως διακοίνωσιν προς τους εν Κων/πόλει πρεσβευτάς των Μεγάλων Δυνάμεων, εις τους οποίους, ως γνωστόν, έχει ανατεθή η διαιτητική λύσις του ζητήματος των Προξενικών Συμβάσεων, υποστηρίζουσα την ανάγκην της αναβολής της εκδόσεως της διαιτητικής αυτών αποφάσεως, η οποία ήτο επικειμένη. <box>1264 358 1558 558</box>
ad-water-origin: εξ Λουτρακίου <box>1054 1520 1147 1535</box>
paragraph: 1) Ο Παπαδόπουλος καταδικάζεται εις τριών και ημίσεως μηνών φυλάκισιν παμψηφεί. <box>20 798 316 843</box>
ad-doctor-hours: Ώραι 8—10 π. μ. 2—4 μ. μ. <box>1017 1856 1184 1870</box>
paragraph: Η σύζυγος Ευφροσύνη Πρωτοπούλου. Οι αδελφοί Χρήστος Πρωτόπουλος. Τα τέκνα Βασίλειος, Γεώργιος, Πρόνοιος. <box>953 1121 1249 1166</box>
